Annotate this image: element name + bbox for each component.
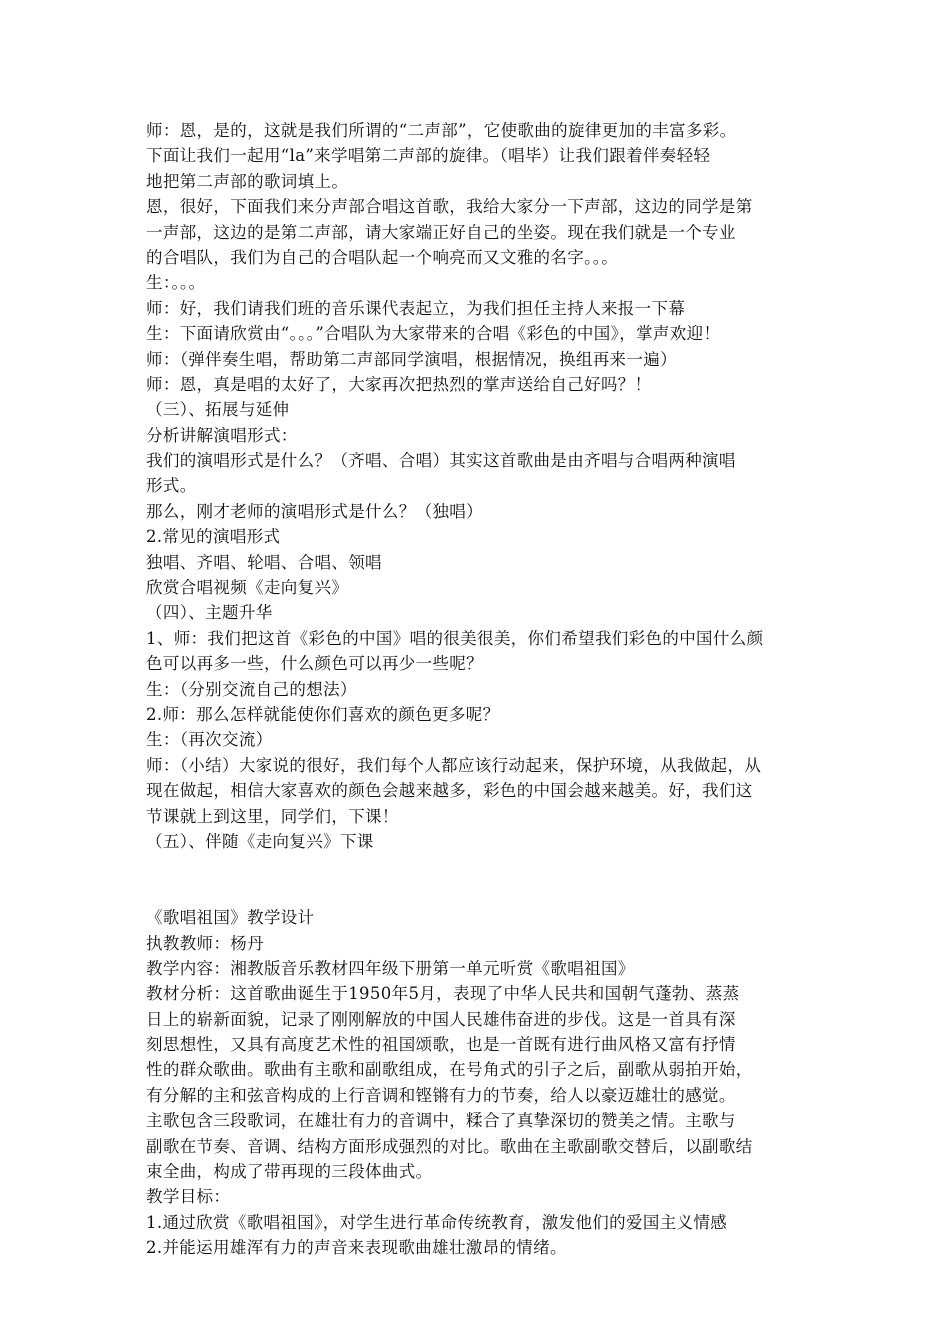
lesson-continuation-section	[146, 118, 814, 854]
text-line: 独唱、齐唱、轮唱、合唱、领唱	[146, 552, 382, 572]
text-line: 1.通过欣赏《歌唱祖国》，对学生进行革命传统教育，激发他们的爱国主义情感	[146, 1212, 728, 1232]
section-heading: （三）、拓展与延伸	[146, 400, 290, 420]
text-line: 地把第二声部的歌词填上。	[146, 171, 349, 191]
text-line: 的合唱队，我们为自己的合唱队起一个响亮而又文雅的名字。。。	[146, 247, 619, 267]
teacher-line: 执教教师：杨丹	[146, 933, 264, 953]
text-line: 师：好，我们请我们班的音乐课代表起立，为我们担任主持人来报一下幕	[146, 298, 686, 318]
text-line: 生：（再次交流）	[146, 730, 273, 750]
section-heading: （四）、主题升华	[146, 603, 273, 623]
document-body	[146, 118, 814, 1261]
text-line: 那么，刚才老师的演唱形式是什么？（独唱）	[146, 501, 483, 521]
section-heading: （五）、伴随《走向复兴》下课	[146, 831, 374, 851]
text-line: 1、师：我们把这首《彩色的中国》唱的很美很美，你们希望我们彩色的中国什么颜	[146, 628, 764, 648]
text-line: 生：下面请欣赏由“。。。”合唱队为大家带来的合唱《彩色的中国》，掌声欢迎！	[146, 324, 721, 344]
text-line: 欣赏合唱视频《走向复兴》	[146, 578, 349, 598]
section-heading: 教学目标：	[146, 1187, 231, 1207]
text-line: 刻思想性，又具有高度艺术性的祖国颂歌，也是一首既有进行曲风格又富有抒情	[146, 1035, 736, 1055]
text-line: 2.常见的演唱形式	[146, 527, 281, 547]
text-line: 我们的演唱形式是什么？（齐唱、合唱）其实这首歌曲是由齐唱与合唱两种演唱	[146, 451, 736, 471]
document-title: 《歌唱祖国》教学设计	[146, 908, 315, 928]
teaching-design-section	[146, 905, 814, 1260]
text-line: 性的群众歌曲。歌曲有主歌和副歌组成，在号角式的引子之后，副歌从弱拍开始，	[146, 1060, 753, 1080]
text-line: 副歌在节奏、音调、结构方面形成强烈的对比。歌曲在主歌副歌交替后，以副歌结	[146, 1136, 753, 1156]
text-line: 色可以再多一些，什么颜色可以再少一些呢？	[146, 654, 483, 674]
text-line: 师：恩，是的，这就是我们所谓的“二声部”，它使歌曲的旋律更加的丰富多彩。	[146, 121, 737, 140]
text-line: 生：。。。	[146, 273, 206, 293]
text-line: 师：（弹伴奏生唱，帮助第二声部同学演唱，根据情况，换组再来一遍）	[146, 349, 677, 369]
text-line: 主歌包含三段歌词，在雄壮有力的音调中，糅合了真挚深切的赞美之情。主歌与	[146, 1111, 736, 1131]
blank-line	[146, 880, 814, 905]
text-line: 分析讲解演唱形式：	[146, 425, 298, 445]
text-line: 现在做起，相信大家喜欢的颜色会越来越多，彩色的中国会越来越美。好，我们这	[146, 781, 753, 801]
text-line: 有分解的主和弦音构成的上行音调和铿锵有力的节奏，给人以豪迈雄壮的感觉。	[146, 1085, 736, 1105]
text-line: 节课就上到这里，同学们，下课！	[146, 806, 399, 826]
text-line: 2.师：那么怎样就能使你们喜欢的颜色更多呢？	[146, 704, 500, 724]
text-line: 生：（分别交流自己的想法）	[146, 679, 357, 699]
text-line: 下面让我们一起用“la”来学唱第二声部的旋律。（唱毕）让我们跟着伴奏轻轻	[146, 146, 711, 166]
text-line: 师：恩，真是唱的太好了，大家再次把热烈的掌声送给自己好吗？！	[146, 374, 652, 394]
blank-line	[146, 854, 814, 879]
text-line: 教材分析：这首歌曲诞生于1950年5月，表现了中华人民共和国朝气蓬勃、蒸蒸	[146, 984, 740, 1004]
text-line: 形式。	[146, 476, 197, 496]
teaching-content-line: 教学内容：湘教版音乐教材四年级下册第一单元听赏《歌唱祖国》	[146, 958, 635, 978]
text-line: 恩，很好，下面我们来分声部合唱这首歌，我给大家分一下声部，这边的同学是第	[146, 197, 753, 217]
text-line: 束全曲，构成了带再现的三段体曲式。	[146, 1162, 433, 1182]
text-line: 一声部，这边的是第二声部，请大家端正好自己的坐姿。现在我们就是一个专业	[146, 222, 736, 242]
text-line: 2.并能运用雄浑有力的声音来表现歌曲雄壮激昂的情绪。	[146, 1238, 567, 1258]
text-line: 师：（小结）大家说的很好，我们每个人都应该行动起来，保护环境，从我做起，从	[146, 755, 762, 775]
text-line: 日上的崭新面貌，记录了刚刚解放的中国人民雄伟奋进的步伐。这是一首具有深	[146, 1009, 736, 1029]
